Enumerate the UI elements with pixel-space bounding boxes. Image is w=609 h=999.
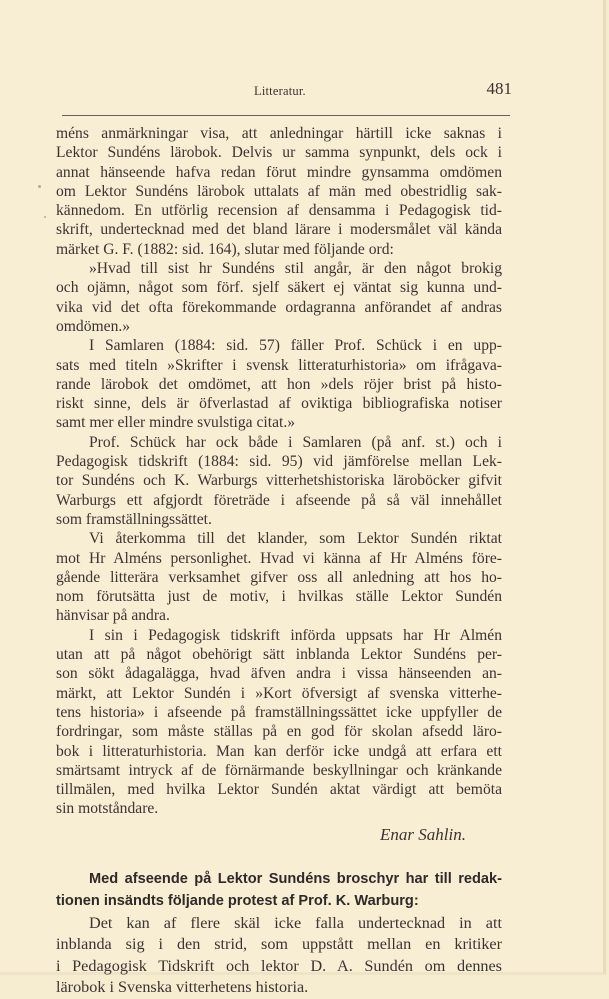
text-line: Prof. Schück har ock både i Samlaren (på anf. st.) och i [89,433,502,451]
paper-speck [44,216,46,218]
text-line: samt mer eller mindre svulstiga citat.» [56,414,296,432]
protest-paragraph [56,913,502,999]
text-line: annat hänseende hafva redan förut mindre gynsamma omdömen [56,163,502,181]
text-line: I Samlaren (1884: sid. 57) fäller Prof. Schück i en upp- [89,337,502,355]
text-line: méns anmärkningar visa, att anledningar härtill icke saknas i [56,125,502,142]
text-line: hänvisar på andra. [56,607,170,625]
text-line: omdömen.» [56,317,131,335]
text-line: Lektor Sundéns lärobok. Delvis ur samma synpunkt, dels ock i [56,144,502,162]
text-line: kännedom. En utförlig recension af densamma i Pedagogisk tid- [56,202,502,220]
text-line: inblanda sig i den strid, som uppstått mellan en kritiker [56,935,502,954]
text-line: märket G. F. (1882: sid. 164), slutar med följande ord: [56,240,394,258]
text-line: lärobok i Svenska vitterhetens historia. [56,978,309,997]
text-line: tillmälen, med hvilka Lektor Sundén aktat värdigt att bemöta [56,781,502,799]
text-line: son sökt ådagalägga, hvad äfven andra i vissa hänseenden an- [56,665,502,683]
text-line: märkt, att Lektor Sundén i »Kort öfversigt af svenska vitterhe- [56,684,502,702]
text-line: riskt sinne, dels är öfverlastad af oviktiga bibliografiska notiser [56,395,502,413]
paragraph [56,124,502,259]
text-line: sats med titeln »Skrifter i svensk litteraturhistoria» om ifrågava- [56,356,502,374]
text-line: rande lärobok det omdömet, att hon »dels röjer brist på histo- [56,375,502,393]
notice-line: Med afseende på Lektor Sundéns broschyr har till redak- [89,870,502,887]
body-text [56,124,502,999]
editorial-notice [56,868,502,912]
text-line: gående litterära verksamhet gifver oss all anledning att hos ho- [56,568,502,586]
text-line: i Pedagogisk Tidskrift och lektor D. A. Sundén om dennes [56,956,502,975]
text-line: Det kan af flere skäl icke falla undertecknad in att [89,913,502,932]
paragraph [56,259,502,336]
page-header [62,80,512,100]
signature: Enar Sahlin. [380,824,466,844]
text-line: tens historia» i afseende på framställningssättet icke uppfyller de [56,703,502,721]
paragraph [56,433,502,529]
text-line: sin motståndare. [56,800,159,818]
text-line: och ojämn, något som förf. sjelf säkert ej väntat sig kunna und- [56,279,502,297]
header-rule [62,115,510,116]
text-line: smärtsamt intryck af de förnärmande beskyllningar och kränkande [56,761,502,779]
text-line: fordringar, som måste ställas på en god för skolan afsedd läro- [56,723,502,741]
page-number: 481 [486,79,512,98]
text-line: skrift, undertecknad med det bland lärare i modersmålet väl kända [56,221,502,239]
text-line: bok i litteraturhistoria. Man kan derför icke undgå att erfara ett [56,742,502,760]
text-line: mot Hr Alméns personlighet. Hvad vi känna af Hr Alméns före- [56,549,502,567]
text-line: tor Sundéns och K. Warburgs vitterhetshistoriska läroböcker gifvit [56,472,502,490]
text-line: som framställningssättet. [56,510,212,528]
paragraph [56,336,502,432]
text-line: om Lektor Sundéns lärobok uttalats af män med obestridlig sak- [56,182,502,200]
text-line: utan att på något obehörigt sätt inblanda Lektor Sundéns per- [56,646,502,664]
paper-speck [38,185,41,188]
running-title: Litteratur. [254,84,306,98]
text-line: Warburgs ett afgjordt företräde i afseende på så väl innehållet [56,491,502,509]
text-line: »Hvad till sist hr Sundéns stil angår, är den något brokig [89,260,502,278]
text-line: nom förutsätta just de motiv, i hvilkas ställe Lektor Sundén [56,588,502,606]
text-line: I sin i Pedagogisk tidskrift införda uppsats har Hr Almén [89,626,502,644]
notice-line: tionen insändts följande protest af Prof. K. Warburg: [56,892,419,909]
text-line: Pedagogisk tidskrift (1884: sid. 95) vid jämförelse mellan Lek- [56,453,502,471]
text-line: vika vid det ofta förekommande ordagranna anförandet af andras [56,298,502,316]
paragraph [56,529,502,625]
paragraph [56,626,502,819]
text-line: Vi återkomma till det klander, som Lektor Sundén riktat [89,530,502,548]
